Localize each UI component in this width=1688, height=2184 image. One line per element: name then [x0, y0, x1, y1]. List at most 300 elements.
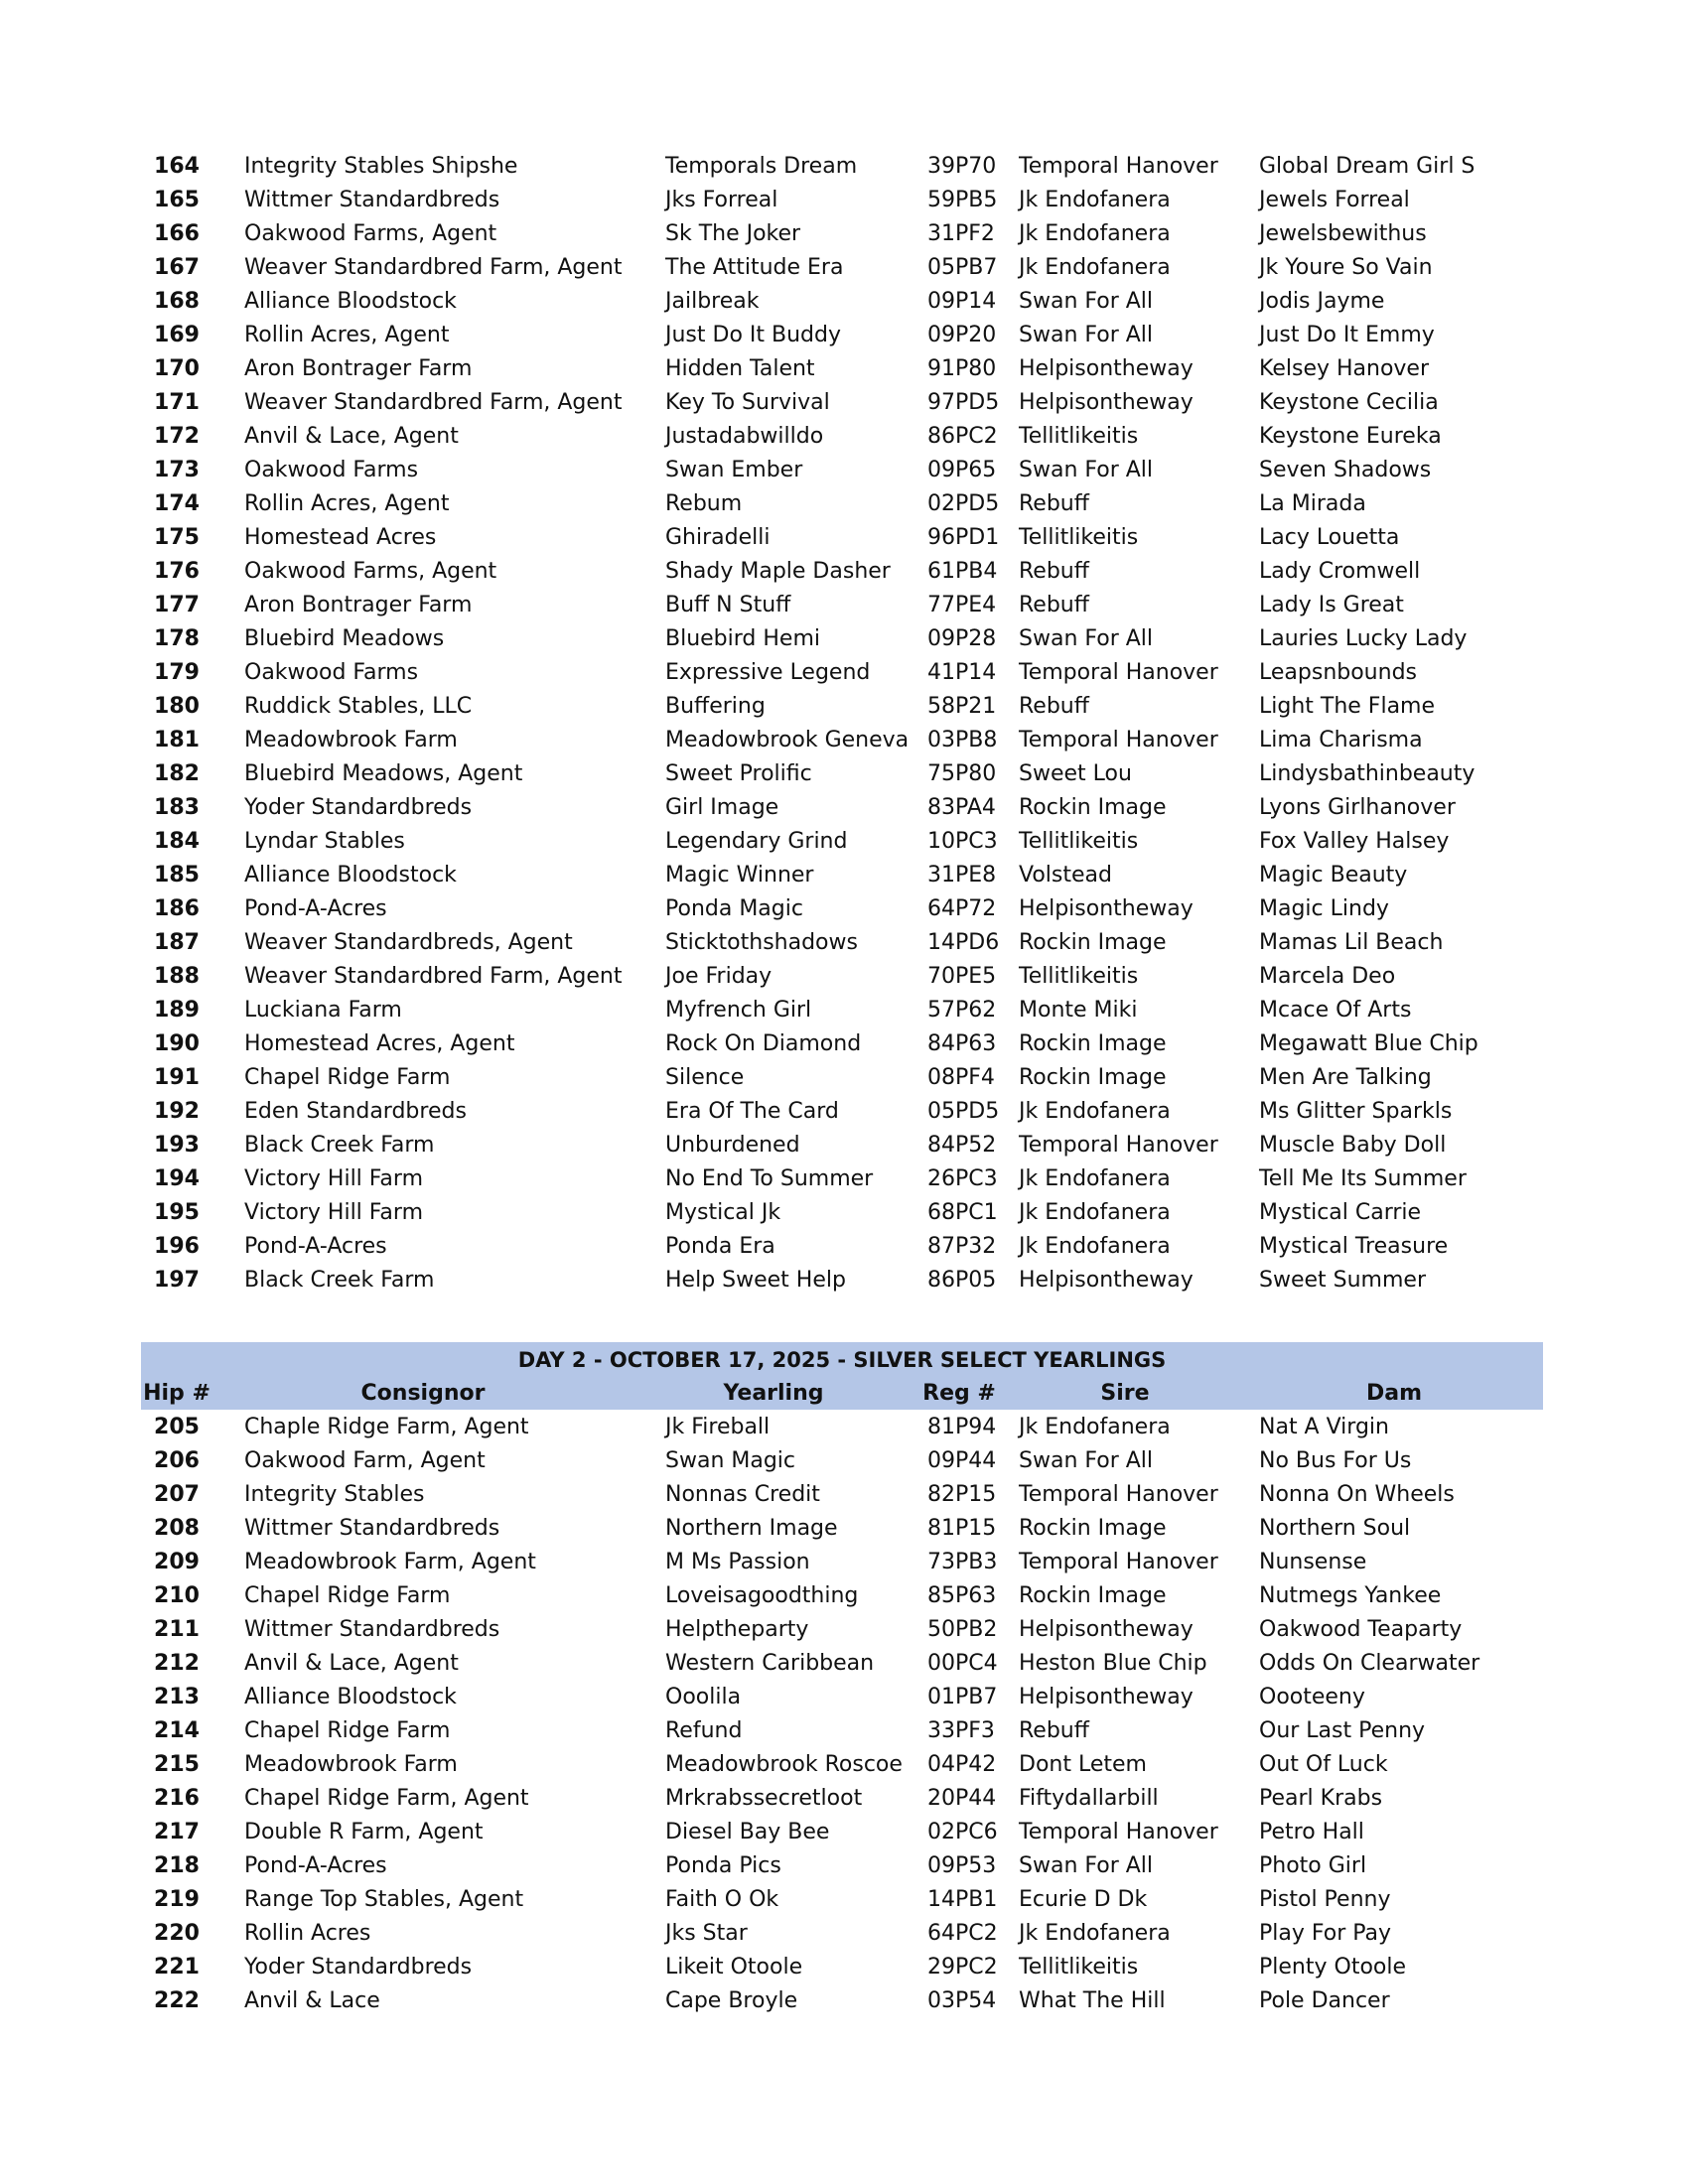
yearling-cell: Key To Survival [665, 389, 830, 415]
reg-cell: 64PC2 [927, 1920, 998, 1946]
hip-cell: 188 [154, 963, 200, 989]
yearling-cell: Sk The Joker [665, 220, 801, 246]
hip-cell: 216 [154, 1785, 200, 1811]
table-row [141, 1578, 1543, 1612]
table-row [141, 824, 1543, 858]
dam-cell: Oakwood Teaparty [1259, 1616, 1463, 1642]
reg-cell: 02PC6 [927, 1819, 998, 1844]
hip-cell: 190 [154, 1030, 200, 1056]
dam-cell: Plenty Otoole [1259, 1954, 1407, 1979]
sire-cell: Rockin Image [1019, 1064, 1167, 1090]
yearling-cell: Meadowbrook Geneva [665, 727, 910, 752]
sire-cell: Helpisontheway [1019, 895, 1194, 921]
reg-cell: 85P63 [927, 1582, 997, 1608]
reg-cell: 75P80 [927, 760, 997, 786]
hip-cell: 173 [154, 457, 200, 482]
table-row [141, 1882, 1543, 1916]
yearling-cell: Western Caribbean [665, 1650, 875, 1676]
table-row [141, 655, 1543, 689]
sire-cell: Temporal Hanover [1019, 659, 1218, 685]
hip-cell: 220 [154, 1920, 200, 1946]
reg-cell: 10PC3 [927, 828, 998, 854]
yearling-cell: Silence [665, 1064, 745, 1090]
reg-cell: 83PA4 [927, 794, 996, 820]
dam-cell: Mystical Carrie [1259, 1199, 1422, 1225]
consignor-cell: Homestead Acres, Agent [244, 1030, 515, 1056]
consignor-cell: Wittmer Standardbreds [244, 187, 500, 212]
yearling-cell: Ponda Magic [665, 895, 803, 921]
yearling-cell: Justadabwilldo [665, 423, 824, 449]
sire-cell: Jk Endofanera [1019, 1098, 1171, 1124]
yearling-cell: Northern Image [665, 1515, 838, 1541]
consignor-cell: Weaver Standardbred Farm, Agent [244, 254, 623, 280]
consignor-cell: Meadowbrook Farm [244, 1751, 458, 1777]
reg-cell: 05PD5 [927, 1098, 1000, 1124]
dam-cell: Kelsey Hanover [1259, 355, 1430, 381]
sire-cell: Tellitlikeitis [1019, 524, 1139, 550]
consignor-cell: Homestead Acres [244, 524, 437, 550]
reg-cell: 86PC2 [927, 423, 998, 449]
consignor-cell: Chapel Ridge Farm [244, 1582, 451, 1608]
reg-cell: 87P32 [927, 1233, 997, 1259]
reg-cell: 81P94 [927, 1414, 997, 1439]
table-row [141, 250, 1543, 284]
yearling-cell: Buff N Stuff [665, 592, 791, 617]
yearling-cell: Ponda Pics [665, 1852, 781, 1878]
table-row [141, 621, 1543, 655]
sire-cell: Swan For All [1019, 1852, 1154, 1878]
sire-cell: Swan For All [1019, 457, 1154, 482]
header-yearling: Yearling [723, 1380, 824, 1406]
sire-cell: Helpisontheway [1019, 389, 1194, 415]
sire-cell: Jk Endofanera [1019, 1233, 1171, 1259]
reg-cell: 68PC1 [927, 1199, 998, 1225]
reg-cell: 09P28 [927, 625, 997, 651]
consignor-cell: Weaver Standardbred Farm, Agent [244, 963, 623, 989]
consignor-cell: Weaver Standardbred Farm, Agent [244, 389, 623, 415]
consignor-cell: Meadowbrook Farm, Agent [244, 1549, 536, 1574]
consignor-cell: Range Top Stables, Agent [244, 1886, 524, 1912]
dam-cell: Marcela Deo [1259, 963, 1396, 989]
table-row [141, 1128, 1543, 1161]
consignor-cell: Victory Hill Farm [244, 1199, 423, 1225]
dam-cell: Global Dream Girl S [1259, 153, 1476, 179]
dam-cell: Muscle Baby Doll [1259, 1132, 1447, 1158]
sire-cell: Tellitlikeitis [1019, 828, 1139, 854]
reg-cell: 97PD5 [927, 389, 1000, 415]
reg-cell: 14PD6 [927, 929, 1000, 955]
day1-table [141, 149, 1543, 1297]
consignor-cell: Pond-A-Acres [244, 1233, 387, 1259]
table-row [141, 1713, 1543, 1747]
reg-cell: 09P20 [927, 322, 997, 347]
table-row [141, 1263, 1543, 1297]
dam-cell: Magic Beauty [1259, 862, 1408, 887]
consignor-cell: Alliance Bloodstock [244, 1684, 457, 1709]
yearling-cell: Hidden Talent [665, 355, 815, 381]
reg-cell: 09P53 [927, 1852, 997, 1878]
yearling-cell: Joe Friday [665, 963, 773, 989]
yearling-cell: Ooolila [665, 1684, 742, 1709]
dam-cell: Nunsense [1259, 1549, 1367, 1574]
table-row [141, 453, 1543, 486]
consignor-cell: Bluebird Meadows [244, 625, 445, 651]
consignor-cell: Aron Bontrager Farm [244, 355, 473, 381]
dam-cell: No Bus For Us [1259, 1447, 1412, 1473]
hip-cell: 212 [154, 1650, 200, 1676]
table-row [141, 183, 1543, 216]
sire-cell: Helpisontheway [1019, 1616, 1194, 1642]
consignor-cell: Rollin Acres, Agent [244, 322, 450, 347]
yearling-cell: Unburdened [665, 1132, 800, 1158]
consignor-cell: Lyndar Stables [244, 828, 405, 854]
hip-cell: 171 [154, 389, 200, 415]
reg-cell: 33PF3 [927, 1717, 995, 1743]
reg-cell: 84P63 [927, 1030, 997, 1056]
hip-cell: 213 [154, 1684, 200, 1709]
dam-cell: Mcace Of Arts [1259, 997, 1412, 1023]
hip-cell: 191 [154, 1064, 200, 1090]
consignor-cell: Chapel Ridge Farm [244, 1064, 451, 1090]
table-row [141, 1026, 1543, 1060]
dam-cell: Lyons Girlhanover [1259, 794, 1456, 820]
hip-cell: 179 [154, 659, 200, 685]
table-row [141, 318, 1543, 351]
table-row [141, 1815, 1543, 1848]
dam-cell: Leapsnbounds [1259, 659, 1417, 685]
reg-cell: 57P62 [927, 997, 997, 1023]
hip-cell: 184 [154, 828, 200, 854]
sire-cell: Ecurie D Dk [1019, 1886, 1148, 1912]
hip-cell: 172 [154, 423, 200, 449]
consignor-cell: Alliance Bloodstock [244, 288, 457, 314]
sire-cell: Swan For All [1019, 1447, 1154, 1473]
table-row [141, 1094, 1543, 1128]
table-row [141, 858, 1543, 891]
dam-cell: Photo Girl [1259, 1852, 1367, 1878]
section-spacer [141, 1297, 1543, 1342]
dam-cell: Odds On Clearwater [1259, 1650, 1480, 1676]
reg-cell: 91P80 [927, 355, 997, 381]
reg-cell: 09P44 [927, 1447, 997, 1473]
table-row [141, 689, 1543, 723]
consignor-cell: Rollin Acres, Agent [244, 490, 450, 516]
hip-cell: 175 [154, 524, 200, 550]
dam-cell: Tell Me Its Summer [1259, 1165, 1467, 1191]
hip-cell: 222 [154, 1987, 200, 2013]
consignor-cell: Chapel Ridge Farm, Agent [244, 1785, 529, 1811]
table-row [141, 1545, 1543, 1578]
yearling-cell: Faith O Ok [665, 1886, 779, 1912]
table-row [141, 1612, 1543, 1646]
yearling-cell: No End To Summer [665, 1165, 874, 1191]
hip-cell: 176 [154, 558, 200, 584]
hip-cell: 207 [154, 1481, 200, 1507]
dam-cell: Sweet Summer [1259, 1267, 1426, 1293]
sire-cell: Jk Endofanera [1019, 1199, 1171, 1225]
dam-cell: Our Last Penny [1259, 1717, 1426, 1743]
sire-cell: Jk Endofanera [1019, 187, 1171, 212]
sire-cell: Dont Letem [1019, 1751, 1147, 1777]
table-row [141, 1916, 1543, 1950]
reg-cell: 05PB7 [927, 254, 998, 280]
day2-table [141, 1410, 1543, 2017]
table-row [141, 284, 1543, 318]
sire-cell: Tellitlikeitis [1019, 423, 1139, 449]
table-row [141, 1229, 1543, 1263]
hip-cell: 182 [154, 760, 200, 786]
yearling-cell: Mrkrabssecretloot [665, 1785, 863, 1811]
consignor-cell: Weaver Standardbreds, Agent [244, 929, 573, 955]
hip-cell: 181 [154, 727, 200, 752]
dam-cell: Oooteeny [1259, 1684, 1365, 1709]
sire-cell: Rebuff [1019, 592, 1089, 617]
table-row [141, 1477, 1543, 1511]
table-row [141, 1410, 1543, 1443]
sire-cell: Sweet Lou [1019, 760, 1132, 786]
reg-cell: 58P21 [927, 693, 997, 719]
consignor-cell: Anvil & Lace, Agent [244, 423, 459, 449]
reg-cell: 41P14 [927, 659, 997, 685]
hip-cell: 210 [154, 1582, 200, 1608]
reg-cell: 86P05 [927, 1267, 997, 1293]
dam-cell: Jewels Forreal [1259, 187, 1410, 212]
table-row [141, 1680, 1543, 1713]
hip-cell: 165 [154, 187, 200, 212]
dam-cell: Jk Youre So Vain [1259, 254, 1433, 280]
dam-cell: Jewelsbewithus [1259, 220, 1427, 246]
table-row [141, 588, 1543, 621]
sire-cell: Heston Blue Chip [1019, 1650, 1207, 1676]
dam-cell: Lima Charisma [1259, 727, 1423, 752]
consignor-cell: Rollin Acres [244, 1920, 371, 1946]
sire-cell: Temporal Hanover [1019, 1549, 1218, 1574]
table-row [141, 790, 1543, 824]
yearling-cell: Bluebird Hemi [665, 625, 820, 651]
yearling-cell: Jks Star [665, 1920, 748, 1946]
dam-cell: Jodis Jayme [1259, 288, 1385, 314]
hip-cell: 193 [154, 1132, 200, 1158]
consignor-cell: Anvil & Lace [244, 1987, 380, 2013]
hip-cell: 170 [154, 355, 200, 381]
reg-cell: 04P42 [927, 1751, 997, 1777]
dam-cell: Men Are Talking [1259, 1064, 1432, 1090]
reg-cell: 50PB2 [927, 1616, 998, 1642]
reg-cell: 08PF4 [927, 1064, 995, 1090]
consignor-cell: Bluebird Meadows, Agent [244, 760, 523, 786]
hip-cell: 217 [154, 1819, 200, 1844]
hip-cell: 164 [154, 153, 200, 179]
yearling-cell: Diesel Bay Bee [665, 1819, 830, 1844]
hip-cell: 196 [154, 1233, 200, 1259]
reg-cell: 96PD1 [927, 524, 1000, 550]
table-row [141, 723, 1543, 756]
yearling-cell: Helptheparty [665, 1616, 809, 1642]
section-title: DAY 2 - OCTOBER 17, 2025 - SILVER SELECT YEARLINGS [517, 1348, 1167, 1372]
table-row [141, 1195, 1543, 1229]
consignor-cell: Pond-A-Acres [244, 895, 387, 921]
hip-cell: 192 [154, 1098, 200, 1124]
yearling-cell: Sticktothshadows [665, 929, 858, 955]
dam-cell: Seven Shadows [1259, 457, 1432, 482]
hip-cell: 206 [154, 1447, 200, 1473]
consignor-cell: Pond-A-Acres [244, 1852, 387, 1878]
header-hip: Hip # [143, 1380, 211, 1406]
dam-cell: Lady Cromwell [1259, 558, 1421, 584]
yearling-cell: Era Of The Card [665, 1098, 839, 1124]
table-row [141, 1781, 1543, 1815]
consignor-cell: Double R Farm, Agent [244, 1819, 484, 1844]
sire-cell: Monte Miki [1019, 997, 1138, 1023]
reg-cell: 84P52 [927, 1132, 997, 1158]
yearling-cell: Magic Winner [665, 862, 814, 887]
yearling-cell: Legendary Grind [665, 828, 848, 854]
dam-cell: Magic Lindy [1259, 895, 1389, 921]
consignor-cell: Integrity Stables [244, 1481, 425, 1507]
yearling-cell: Refund [665, 1717, 743, 1743]
hip-cell: 211 [154, 1616, 200, 1642]
sire-cell: Temporal Hanover [1019, 1132, 1218, 1158]
yearling-cell: Jks Forreal [665, 187, 778, 212]
table-row [141, 385, 1543, 419]
column-header-row [141, 1376, 1543, 1410]
consignor-cell: Oakwood Farms, Agent [244, 558, 497, 584]
reg-cell: 03PB8 [927, 727, 998, 752]
table-row [141, 1983, 1543, 2017]
hip-cell: 214 [154, 1717, 200, 1743]
consignor-cell: Yoder Standardbreds [244, 794, 473, 820]
hip-cell: 221 [154, 1954, 200, 1979]
hip-cell: 205 [154, 1414, 200, 1439]
dam-cell: Megawatt Blue Chip [1259, 1030, 1478, 1056]
consignor-cell: Alliance Bloodstock [244, 862, 457, 887]
yearling-cell: M Ms Passion [665, 1549, 810, 1574]
sire-cell: Rockin Image [1019, 929, 1167, 955]
header-dam: Dam [1365, 1380, 1423, 1406]
sire-cell: Temporal Hanover [1019, 1481, 1218, 1507]
reg-cell: 09P14 [927, 288, 997, 314]
reg-cell: 82P15 [927, 1481, 997, 1507]
hip-cell: 185 [154, 862, 200, 887]
table-row [141, 959, 1543, 993]
sire-cell: Rebuff [1019, 558, 1089, 584]
yearling-cell: Jailbreak [665, 288, 760, 314]
dam-cell: Nonna On Wheels [1259, 1481, 1455, 1507]
consignor-cell: Oakwood Farm, Agent [244, 1447, 486, 1473]
dam-cell: Pistol Penny [1259, 1886, 1391, 1912]
consignor-cell: Oakwood Farms, Agent [244, 220, 497, 246]
yearling-cell: Rebum [665, 490, 743, 516]
day2-header-band [141, 1342, 1543, 1410]
yearling-cell: Nonnas Credit [665, 1481, 820, 1507]
reg-cell: 03P54 [927, 1987, 997, 2013]
yearling-cell: Ghiradelli [665, 524, 771, 550]
sire-cell: Tellitlikeitis [1019, 963, 1139, 989]
table-row [141, 1443, 1543, 1477]
reg-cell: 70PE5 [927, 963, 997, 989]
sire-cell: Rebuff [1019, 693, 1089, 719]
consignor-cell: Anvil & Lace, Agent [244, 1650, 459, 1676]
dam-cell: Ms Glitter Sparkls [1259, 1098, 1453, 1124]
hip-cell: 167 [154, 254, 200, 280]
header-consignor: Consignor [360, 1380, 486, 1406]
reg-cell: 26PC3 [927, 1165, 998, 1191]
sire-cell: Helpisontheway [1019, 1684, 1194, 1709]
dam-cell: Lacy Louetta [1259, 524, 1400, 550]
consignor-cell: Chapel Ridge Farm [244, 1717, 451, 1743]
sire-cell: Jk Endofanera [1019, 254, 1171, 280]
yearling-cell: Rock On Diamond [665, 1030, 862, 1056]
yearling-cell: Likeit Otoole [665, 1954, 803, 1979]
table-row [141, 756, 1543, 790]
sire-cell: Rockin Image [1019, 794, 1167, 820]
table-row [141, 486, 1543, 520]
yearling-cell: Cape Broyle [665, 1987, 798, 2013]
yearling-cell: Just Do It Buddy [665, 322, 841, 347]
reg-cell: 31PE8 [927, 862, 997, 887]
sire-cell: Jk Endofanera [1019, 1920, 1171, 1946]
table-row [141, 149, 1543, 183]
table-row [141, 1161, 1543, 1195]
consignor-cell: Victory Hill Farm [244, 1165, 423, 1191]
reg-cell: 77PE4 [927, 592, 997, 617]
table-row [141, 925, 1543, 959]
table-row [141, 419, 1543, 453]
sire-cell: Temporal Hanover [1019, 727, 1218, 752]
consignor-cell: Aron Bontrager Farm [244, 592, 473, 617]
hip-cell: 169 [154, 322, 200, 347]
dam-cell: Mamas Lil Beach [1259, 929, 1444, 955]
reg-cell: 02PD5 [927, 490, 1000, 516]
consignor-cell: Eden Standardbreds [244, 1098, 467, 1124]
reg-cell: 31PF2 [927, 220, 995, 246]
dam-cell: Fox Valley Halsey [1259, 828, 1450, 854]
hip-cell: 174 [154, 490, 200, 516]
hip-cell: 177 [154, 592, 200, 617]
dam-cell: Lindysbathinbeauty [1259, 760, 1476, 786]
sire-cell: Tellitlikeitis [1019, 1954, 1139, 1979]
hip-cell: 180 [154, 693, 200, 719]
reg-cell: 73PB3 [927, 1549, 998, 1574]
yearling-cell: Sweet Prolific [665, 760, 812, 786]
reg-cell: 14PB1 [927, 1886, 998, 1912]
dam-cell: Light The Flame [1259, 693, 1436, 719]
consignor-cell: Wittmer Standardbreds [244, 1515, 500, 1541]
consignor-cell: Oakwood Farms [244, 659, 419, 685]
hip-cell: 209 [154, 1549, 200, 1574]
hip-cell: 197 [154, 1267, 200, 1293]
consignor-cell: Ruddick Stables, LLC [244, 693, 473, 719]
sire-cell: Helpisontheway [1019, 1267, 1194, 1293]
hip-cell: 166 [154, 220, 200, 246]
sire-cell: Volstead [1019, 862, 1112, 887]
hip-cell: 183 [154, 794, 200, 820]
hip-cell: 178 [154, 625, 200, 651]
header-sire: Sire [1100, 1380, 1150, 1406]
dam-cell: Pole Dancer [1259, 1987, 1390, 2013]
hip-cell: 187 [154, 929, 200, 955]
sire-cell: Swan For All [1019, 625, 1154, 651]
reg-cell: 29PC2 [927, 1954, 998, 1979]
dam-cell: Pearl Krabs [1259, 1785, 1383, 1811]
reg-cell: 20P44 [927, 1785, 997, 1811]
dam-cell: Keystone Cecilia [1259, 389, 1439, 415]
yearling-cell: Myfrench Girl [665, 997, 812, 1023]
sire-cell: Temporal Hanover [1019, 153, 1218, 179]
table-row [141, 520, 1543, 554]
dam-cell: Just Do It Emmy [1259, 322, 1435, 347]
consignor-cell: Wittmer Standardbreds [244, 1616, 500, 1642]
